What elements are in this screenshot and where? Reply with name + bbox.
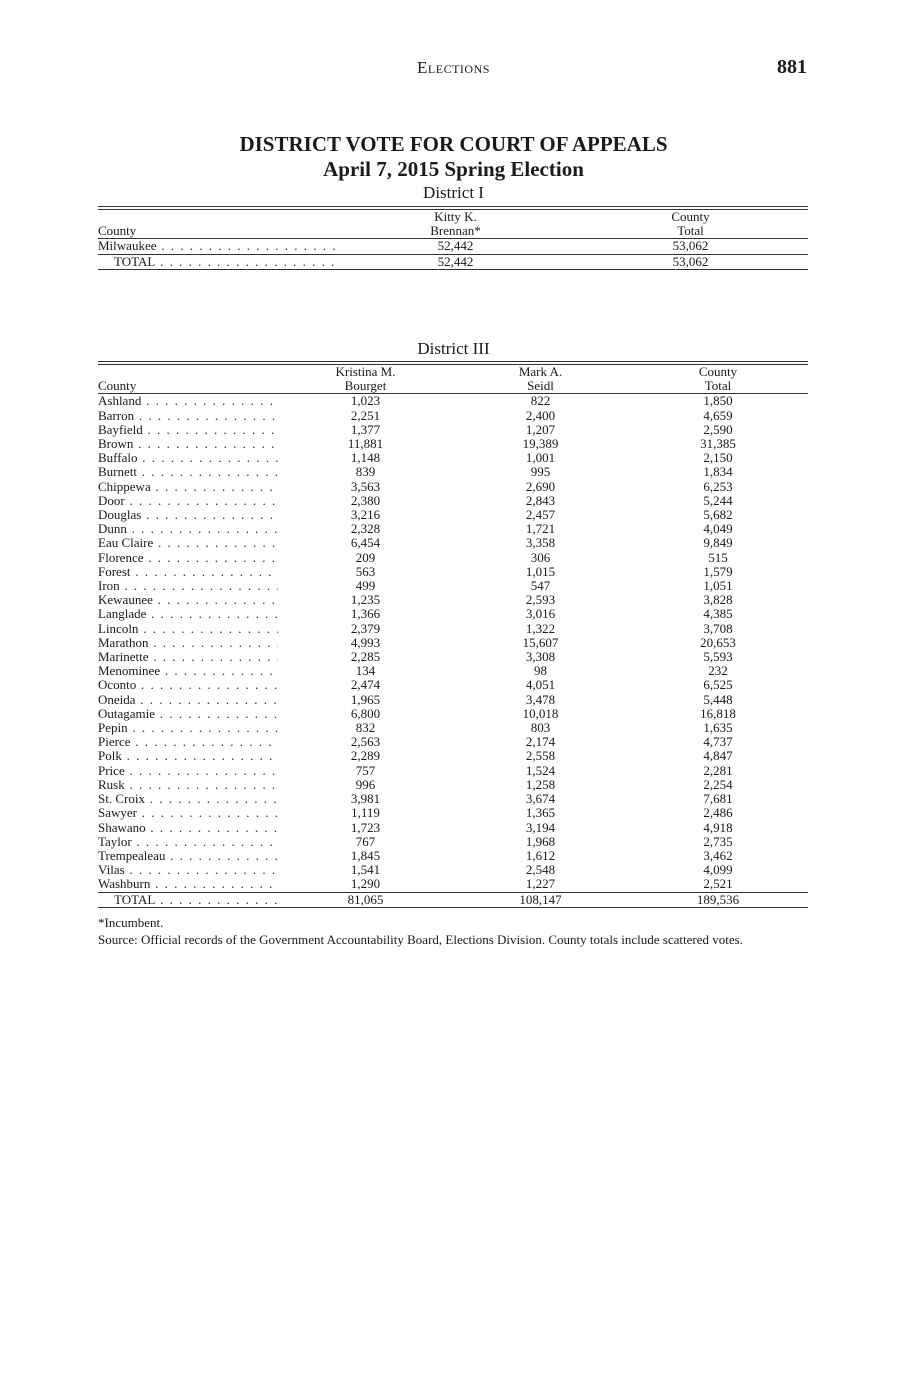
total-row [98,254,808,269]
cand2-votes: 995 [530,464,551,480]
cand2-votes: 3,016 [525,606,556,622]
county-name: St. Croix . . . [98,792,278,806]
table-row [98,409,808,423]
running-head [0,56,907,82]
grand-total: 189,536 [628,892,808,907]
table-row [98,451,808,465]
cand1-votes: 832 [355,720,376,736]
county-name: Florence . . . [98,551,278,565]
county-name: Burnett . . . [98,465,278,479]
table-row [98,494,808,508]
table-row [98,579,808,593]
county-total: 7,681 [703,791,733,807]
district3-cand1-name-line1: Kristina M. [335,364,396,379]
cand1-votes: 11,881 [347,436,384,452]
county-total: 1,834 [703,464,733,480]
county-total: 1,850 [703,393,733,409]
cand2-votes: 1,365 [525,805,556,821]
cand2-votes: 1,322 [525,620,556,636]
cand1-votes: 2,380 [350,492,381,508]
county-total: 1,635 [703,720,733,736]
cand2-votes: 1,001 [525,450,556,466]
county-total: 3,828 [703,592,733,608]
county-name: Shawano . . . [98,821,278,835]
county-total: 2,735 [703,833,733,849]
cand2-votes: 2,690 [525,478,556,494]
county-name: Rusk . . . [98,778,278,792]
cand1-votes: 2,328 [350,521,381,537]
cand1-votes: 3,216 [350,507,381,523]
table-row [98,693,808,707]
county-name: Oneida . . . [98,693,278,707]
cand1-votes: 2,563 [350,734,381,750]
cand1-votes: 1,366 [350,606,381,622]
cand1-votes: 1,377 [350,421,381,437]
county-total: 5,593 [703,649,733,665]
district1-table-section [98,206,808,270]
county-total: 31,385 [700,436,736,452]
cand2-votes: 3,358 [525,535,556,551]
cand2-votes: 822 [530,393,551,409]
county-total: 2,150 [703,450,733,466]
county-name: Oconto . . . [98,678,278,692]
table-row [98,764,808,778]
county-name: Chippewa . . . [98,480,278,494]
county-total: 4,099 [703,862,733,878]
district3-label: District III [417,339,490,358]
cand1-votes: 3,563 [350,478,381,494]
table-row [98,536,808,550]
total-label: TOTAL . . . [114,254,338,269]
district3-cand2-name-line1: Mark A. [518,364,563,379]
cand2-votes: 2,593 [525,592,556,608]
cand2-votes: 1,227 [453,877,628,892]
district3-total-header-line2: Total [628,379,808,394]
county-total: 4,918 [703,819,733,835]
county-total: 20,653 [700,634,736,650]
cand1-votes: 757 [355,762,376,778]
table-row [98,508,808,522]
county-name: Menominee . . . [98,664,278,678]
county-total: 1,051 [703,578,733,594]
page-subtitle: April 7, 2015 Spring Election [323,157,584,181]
county-total: 3,462 [703,847,733,863]
cand1-total: 52,442 [338,254,573,269]
cand1-votes: 6,800 [350,705,381,721]
table-row [98,551,808,565]
county-name: Washburn . . . [98,877,278,891]
county-name: Brown . . . [98,437,278,451]
district3-table-section [98,361,808,908]
running-head-section: Elections [417,58,490,77]
county-total: 5,682 [703,507,733,523]
cand2-votes: 1,015 [525,563,556,579]
cand1-votes: 839 [355,464,376,480]
table-row [98,778,808,792]
district1-county-header: County [98,224,338,239]
table-row [98,806,808,820]
cand2-votes: 2,843 [525,492,556,508]
cand2-votes: 3,194 [525,819,556,835]
cand1-total: 81,065 [278,892,453,907]
county-name: Kewaunee . . . [98,593,278,607]
district3-table [98,365,808,908]
county-name: Milwaukee . . . [98,239,338,254]
county-name: Vilas . . . [98,863,278,877]
county-name: Forest . . . [98,565,278,579]
county-name: Buffalo . . . [98,451,278,465]
county-total: 6,525 [703,677,733,693]
county-name: Ashland . . . [98,394,278,409]
district3-cand1-name-line2: Bourget [278,379,453,394]
county-name: Dunn . . . [98,522,278,536]
grand-total: 53,062 [573,254,808,269]
cand1-votes: 3,981 [350,791,381,807]
district1-label: District I [423,183,484,202]
cand1-votes: 1,023 [350,393,381,409]
county-name: Polk . . . [98,749,278,763]
county-total: 4,049 [703,521,733,537]
cand2-votes: 547 [530,578,551,594]
county-total: 5,244 [703,492,733,508]
county-name: Langlade . . . [98,607,278,621]
county-total: 2,254 [703,776,733,792]
county-name: Barron . . . [98,409,278,423]
cand1-votes: 1,119 [351,805,380,821]
cand2-votes: 1,612 [525,847,556,863]
county-name: Price . . . [98,764,278,778]
county-total: 4,385 [703,606,733,622]
county-name: Marinette . . . [98,650,278,664]
cand1-votes: 4,993 [350,634,381,650]
table-row [98,821,808,835]
county-name: Outagamie . . . [98,707,278,721]
cand1-votes: 6,454 [350,535,381,551]
cand2-votes: 98 [534,663,547,679]
cand2-votes: 19,389 [522,436,559,452]
county-total: 53,062 [573,239,808,254]
cand2-votes: 803 [530,720,551,736]
source-note: Source: Official records of the Government Accountability Board, Elections Division. County totals include scattered votes. [98,932,743,947]
cand2-votes: 2,558 [525,748,556,764]
cand2-votes: 3,478 [525,691,556,707]
district1-total-header-line2: Total [573,224,808,239]
total-label: TOTAL . . . [114,892,278,907]
cand1-votes: 1,290 [278,877,453,892]
cand1-votes: 767 [355,833,376,849]
district1-total-header-line1: County [671,209,710,224]
table-row [98,239,808,254]
table-row [98,522,808,536]
county-total: 1,579 [703,563,733,579]
cand1-votes: 2,251 [350,407,381,423]
title-block [0,132,907,204]
table-row [98,650,808,664]
district3-county-header: County [98,379,278,394]
county-total: 2,486 [703,805,733,821]
table-row [98,622,808,636]
cand1-votes: 1,235 [350,592,381,608]
cand1-votes: 996 [355,776,376,792]
county-name: Bayfield . . . [98,423,278,437]
table-row [98,849,808,863]
county-total: 4,659 [703,407,733,423]
cand2-votes: 10,018 [522,705,559,721]
county-name: Marathon . . . [98,636,278,650]
cand2-total: 108,147 [453,892,628,907]
district1-cand1-name-line1: Kitty K. [434,209,477,224]
cand1-votes: 2,289 [350,748,381,764]
cand1-votes: 1,148 [350,450,381,466]
district3-total-header-line1: County [698,364,738,379]
table-row [98,423,808,437]
table-row [98,593,808,607]
table-row [98,664,808,678]
county-total: 2,281 [703,762,733,778]
cand1-votes: 499 [355,578,376,594]
county-total: 232 [708,663,728,679]
cand1-votes: 209 [355,549,376,565]
cand2-votes: 1,207 [525,421,556,437]
table-row [98,465,808,479]
cand2-votes: 2,548 [525,862,556,878]
table-row [98,437,808,451]
table-row [98,678,808,692]
cand2-votes: 4,051 [525,677,556,693]
county-name: Trempealeau . . . [98,849,278,863]
district3-cand2-name-line2: Seidl [453,379,628,394]
county-name: Pierce . . . [98,735,278,749]
county-total: 3,708 [703,620,733,636]
county-total: 5,448 [703,691,733,707]
table-row [98,707,808,721]
county-total: 16,818 [700,705,736,721]
cand2-votes: 2,174 [525,734,556,750]
incumbent-note: *Incumbent. [98,915,164,930]
table-row [98,480,808,494]
county-total: 6,253 [703,478,733,494]
cand1-votes: 2,474 [350,677,381,693]
county-name: Taylor . . . [98,835,278,849]
cand2-votes: 1,968 [525,833,556,849]
table-row [98,863,808,877]
cand1-votes: 2,285 [350,649,381,665]
cand1-votes: 1,723 [350,819,381,835]
table-row [98,721,808,735]
district1-cand1-name-line2: Brennan* [338,224,573,239]
cand2-votes: 3,674 [525,791,556,807]
county-name: Iron . . . [98,579,278,593]
county-total: 9,849 [703,535,733,551]
county-name: Eau Claire . . . [98,536,278,550]
county-name: Sawyer . . . [98,806,278,820]
table-row [98,636,808,650]
cand1-votes: 563 [355,563,376,579]
cand2-votes: 1,524 [525,762,556,778]
table-row [98,394,808,409]
cand2-votes: 2,457 [525,507,556,523]
cand2-votes: 1,721 [525,521,556,537]
page-title: DISTRICT VOTE FOR COURT OF APPEALS [239,132,668,156]
county-total: 2,590 [703,421,733,437]
cand1-votes: 2,379 [350,620,381,636]
cand2-votes: 3,308 [525,649,556,665]
county-name: Douglas . . . [98,508,278,522]
total-row [98,892,808,907]
county-total: 515 [708,549,728,565]
cand1-votes: 1,541 [350,862,381,878]
county-name: Lincoln . . . [98,622,278,636]
cand1-votes: 1,965 [350,691,381,707]
table-row [98,735,808,749]
cand1-votes: 134 [355,663,376,679]
county-total: 4,737 [703,734,733,750]
county-total: 4,847 [703,748,733,764]
cand2-votes: 306 [530,549,551,565]
cand1-votes: 1,845 [350,847,381,863]
county-total: 2,521 [628,877,808,892]
district1-table [98,210,808,270]
cand2-votes: 15,607 [522,634,559,650]
county-name: Door . . . [98,494,278,508]
cand2-votes: 2,400 [525,407,556,423]
table-row [98,877,808,892]
table-row [98,607,808,621]
county-name: Pepin . . . [98,721,278,735]
table-row [98,835,808,849]
page-number: 881 [777,56,807,78]
table-row [98,792,808,806]
footnotes [98,914,818,948]
table-row [98,749,808,763]
cand1-votes: 52,442 [338,239,573,254]
cand2-votes: 1,258 [525,776,556,792]
table-row [98,565,808,579]
